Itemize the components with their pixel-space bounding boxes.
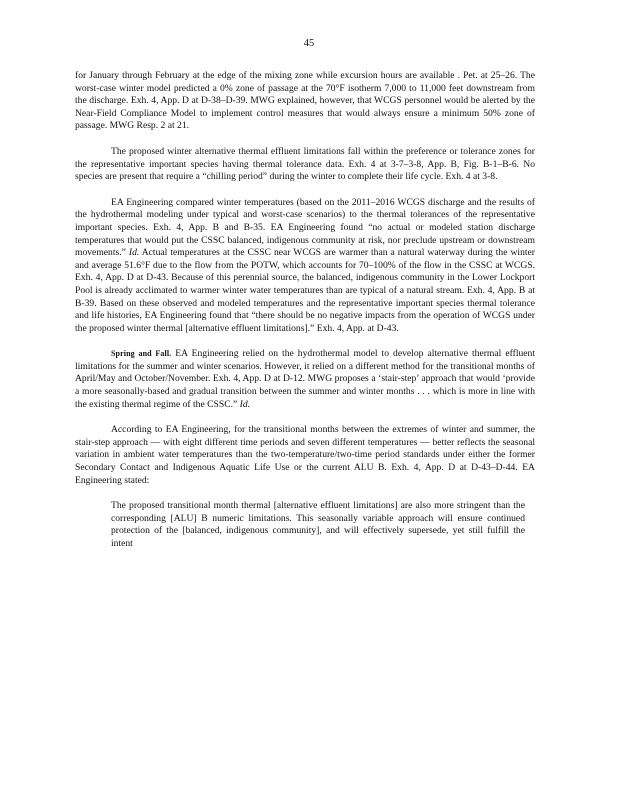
paragraph-4-citation: Id.	[239, 398, 251, 410]
paragraph-3-citation: Id.	[128, 247, 140, 259]
document-body	[75, 70, 535, 551]
paragraph-5: According to EA Engineering, for the transitional months between the extremes of winter and summer, the stair-step approach — with eight different time periods and seven different temperatures — better reflects the seasonal variation in ambient water temperatures than the two-temperature/two-time period standards under either the former Secondary Contact and Indigenous Aquatic Life Use or the current ALU B. Exh. 4, App. D at D-43–D-44. EA Engineering stated:	[75, 424, 535, 486]
paragraph-4-text: EA Engineering relied on the hydrothermal model to develop alternative thermal effluent limitations for the summer and winter scenarios. However, it relied on a different method for the transitional months of April/May and October/November. Exh. 4, App. D at D-12. MWG proposes a ‘stair-step’ approach that would ‘provide a more seasonally-based and gradual transition between the summer and winter months . . . which is more in line with the existing thermal regime of the CSSC.”	[75, 348, 535, 410]
paragraph-3-text-end: Actual temperatures at the CSSC near WCGS are warmer than a natural waterway during the winter and average 51.6°F due to the flow from the POTW, which accounts for 70–100% of the flow in the CSSC at WCGS. Exh. 4, App. D at D-43. Because of this perennial source, the balanced, indigenous community in the Lower Lockport Pool is already acclimated to warmer winter water temperatures than are typical of a natural stream. Exh. 4, App. B at B-39. Based on these observed and modeled temperatures and the representative important species thermal tolerance and life histories, EA Engineering found that “there should be no negative impacts from the operation of WCGS under the proposed winter thermal [alternative effluent limitations].” Exh. 4, App. at D-43.	[75, 247, 535, 334]
paragraph-4	[75, 348, 535, 411]
paragraph-3	[75, 197, 535, 336]
paragraph-3-text-start: EA Engineering compared winter temperatures (based on the 2011–2016 WCGS discharge and the results of the hydrothermal modeling under typical and worst-case scenarios) to the thermal tolerances of the representative important species. Exh. 4, App. B and B-35. EA Engineering found “no actual or modeled station discharge temperatures that would put the CSSC balanced, indigenous community at risk, nor preclude upstream or downstream movements.”	[75, 196, 535, 259]
block-quote: The proposed transitional month thermal [alternative effluent limitations] are also more stringent than the corresponding [ALU] B numeric limitations. This seasonally variable approach will ensure continued protection of the [balanced, indigenous community], and will effectively supersede, yet still fulfill the intent	[111, 500, 525, 549]
page-number: 45	[303, 38, 315, 49]
paragraph-4-lead-in: Spring and Fall.	[111, 349, 172, 359]
paragraph-2: The proposed winter alternative thermal effluent limitations fall within the preference or tolerance zones for the representative important species having thermal tolerance data. Exh. 4 at 3-7–3-8, App. B, Fig. B-1–B-6. No species are present that require a “chilling period” during the winter to complete their life cycle. Exh. 4 at 3-8.	[75, 145, 535, 183]
paragraph-1: for January through February at the edge of the mixing zone while excursion hours are available . Pet. at 25–26. The worst-case winter model predicted a 0% zone of passage at the 70°F isotherm 7,000 to 11,000 feet downstream from the discharge. Exh. 4, App. D at D-38–D-39. MWG explained, however, that WCGS personnel would be alerted by the Near-Field Compliance Model to implement control measures that would always ensure a minimum 50% zone of passage. MWG Resp. 2 at 21.	[75, 70, 535, 132]
